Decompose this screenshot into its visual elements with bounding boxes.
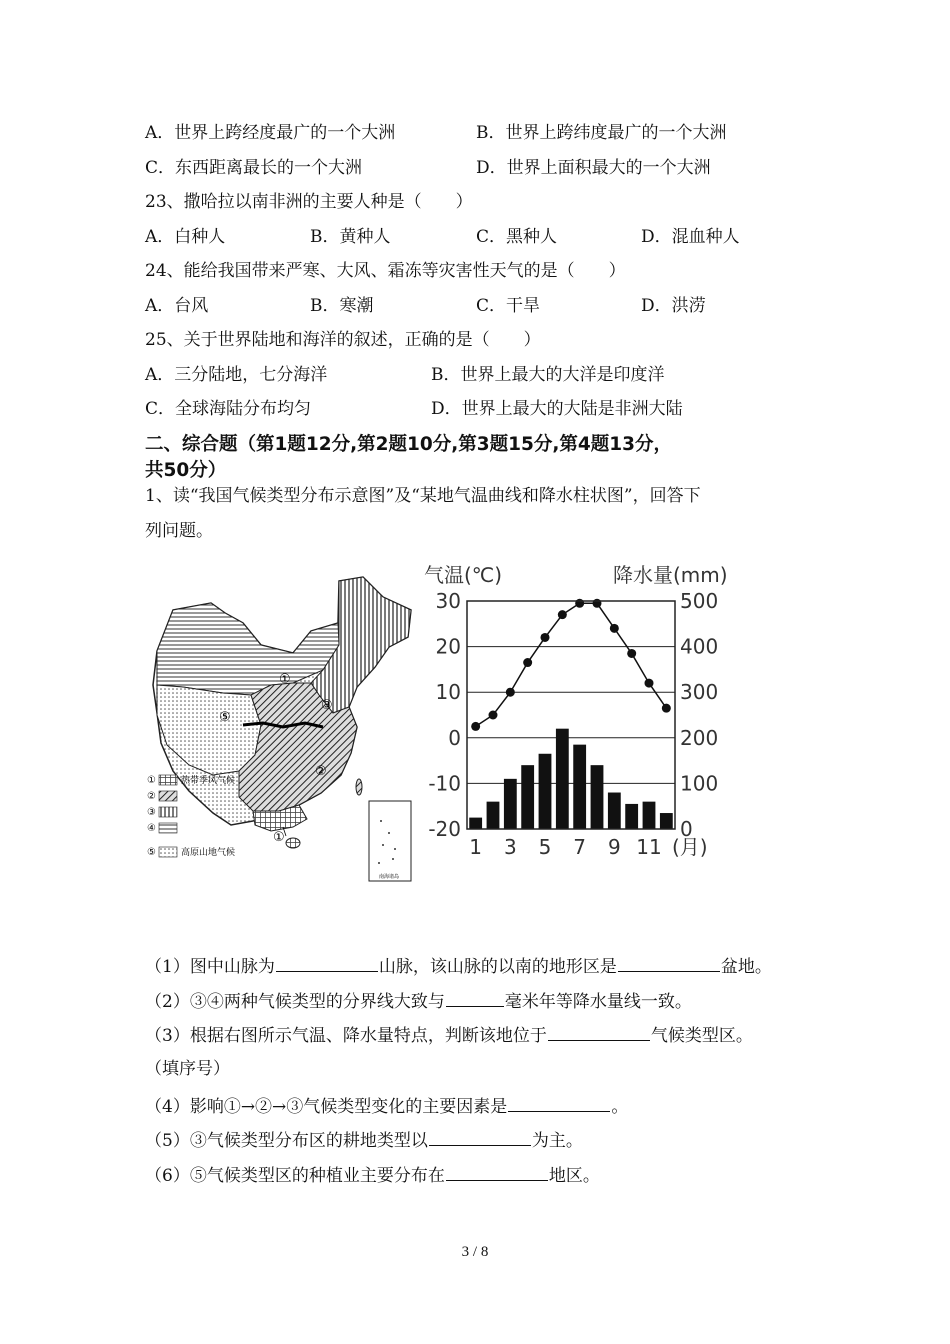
legend-swatch-1: [159, 775, 177, 785]
sub-question-1-part-a: （1）图中山脉为: [145, 957, 275, 977]
temp-point-month-9: [610, 624, 619, 633]
legend-swatch-4: [159, 823, 177, 833]
temp-point-month-6: [558, 610, 567, 619]
precip-tick-label: 400: [680, 634, 719, 659]
climate-chart: [420, 556, 750, 868]
sub-question-4-part-b: 。: [611, 1097, 629, 1117]
left-axis-label: 气温(℃): [424, 563, 503, 587]
q22-option-a: A．世界上跨经度最广的一个大洲: [145, 123, 396, 143]
precip-bar-month-3: [504, 779, 517, 829]
map-label-3: ③: [321, 698, 333, 713]
precip-bar-month-12: [660, 813, 673, 829]
q25-option-c: C．全球海陆分布均匀: [145, 399, 312, 419]
answer-blank-4[interactable]: [508, 1094, 610, 1112]
answer-blank-5[interactable]: [429, 1128, 531, 1146]
map-label-5: ⑤: [219, 710, 231, 725]
answer-blank-1b[interactable]: [618, 954, 720, 972]
temp-point-month-4: [523, 658, 532, 667]
month-tick-label: 1: [469, 835, 483, 859]
q1-stem-line1: 1、读“我国气候类型分布示意图”及“某地气温曲线和降水柱状图”，回答下: [145, 486, 701, 506]
temp-point-month-12: [662, 704, 671, 713]
precip-tick-label: 300: [680, 680, 719, 705]
month-tick-label: 5: [538, 835, 552, 859]
temp-point-month-10: [627, 649, 636, 658]
temp-point-month-8: [593, 599, 602, 608]
sub-question-3-part-b: 气候类型区。: [650, 1026, 753, 1046]
sub-question-1-part-b: 山脉，该山脉的以南的地形区是: [378, 957, 617, 977]
q23-stem: 23、撒哈拉以南非洲的主要人种是（ ）: [145, 192, 473, 212]
q25-option-b: B．世界上最大的大洋是印度洋: [431, 365, 665, 385]
precip-bar-month-1: [469, 818, 482, 829]
answer-blank-3[interactable]: [548, 1023, 650, 1041]
q24-option-c: C．干旱: [476, 296, 541, 316]
precip-tick-label: 500: [680, 589, 719, 613]
q23-option-c: C．黑种人: [476, 227, 558, 247]
q23-option-b: B．黄种人: [310, 227, 391, 247]
legend-swatch-2: [159, 791, 177, 801]
temp-tick-label: 20: [435, 634, 461, 659]
section-title-line2: 共50分）: [145, 460, 227, 481]
q24-stem: 24、能给我国带来严寒、大风、霜冻等灾害性天气的是（ ）: [145, 261, 626, 281]
q25-stem: 25、关于世界陆地和海洋的叙述，正确的是（ ）: [145, 330, 541, 350]
temp-point-month-3: [506, 688, 515, 697]
answer-blank-2[interactable]: [446, 989, 504, 1007]
legend-swatch-3: [159, 807, 177, 817]
precip-bar-month-10: [625, 804, 638, 829]
legend-text-1: 热带季风气候: [181, 776, 236, 786]
q24-option-d: D．洪涝: [641, 296, 706, 316]
month-tick-label: 7: [573, 835, 587, 859]
temp-tick-label: 10: [435, 680, 461, 705]
sub-question-3-note: （填序号）: [145, 1059, 230, 1079]
page-number: 3 / 8: [461, 1244, 489, 1260]
answer-blank-1a[interactable]: [276, 954, 378, 972]
sub-question-5-part-b: 为主。: [531, 1131, 583, 1151]
q25-option-a: A．三分陆地，七分海洋: [145, 365, 328, 385]
month-tick-label: 9: [607, 835, 621, 859]
sub-question-3-part-a: （3）根据右图所示气温、降水量特点，判断该地位于: [145, 1026, 547, 1046]
q22-option-d: D．世界上面积最大的一个大洲: [476, 158, 711, 178]
precip-tick-label: 200: [680, 725, 719, 750]
taiwan-island: [356, 779, 362, 795]
sub-question-2: [145, 989, 692, 1013]
precip-bar-month-6: [556, 729, 569, 829]
q24-option-b: B．寒潮: [310, 296, 374, 316]
sub-question-6-part-b: 地区。: [548, 1166, 600, 1186]
legend-text-5: 高原山地气候: [181, 848, 236, 858]
precip-bar-month-2: [487, 802, 500, 829]
right-axis-label: 降水量(mm): [613, 563, 728, 587]
q23-option-a: A．白种人: [145, 227, 226, 247]
china-climate-map: [143, 575, 425, 885]
legend-swatch-5: [159, 847, 177, 857]
sub-question-2-part-b: 毫米年等降水量线一致。: [504, 992, 692, 1012]
map-label-2: ②: [315, 764, 327, 779]
temperature-line: [476, 603, 667, 726]
answer-blank-6[interactable]: [446, 1163, 548, 1181]
q25-option-d: D．世界上最大的大陆是非洲大陆: [431, 399, 683, 419]
south-sea-inset: [369, 801, 411, 881]
q22-option-b: B．世界上跨纬度最广的一个大洲: [476, 123, 727, 143]
temp-point-month-5: [541, 633, 550, 642]
precip-bar-month-4: [521, 765, 534, 829]
temp-point-month-7: [575, 599, 584, 608]
sub-question-4: [145, 1094, 628, 1118]
legend-num-3: ③: [147, 807, 156, 818]
map-label-1-north: ①: [279, 672, 291, 687]
precip-bar-month-7: [573, 745, 586, 829]
sub-question-1-part-c: 盆地。: [720, 957, 772, 977]
precip-tick-label: 0: [680, 817, 693, 841]
sub-question-4-part-a: （4）影响①→②→③气候类型变化的主要因素是: [145, 1097, 508, 1117]
temp-tick-label: 30: [435, 589, 461, 613]
precip-tick-label: 100: [680, 771, 719, 796]
legend-num-5: ⑤: [147, 847, 156, 858]
sub-question-5: [145, 1128, 583, 1152]
sub-question-6: [145, 1163, 600, 1187]
precip-bar-month-5: [539, 754, 552, 829]
legend-num-4: ④: [147, 823, 156, 834]
sub-question-3: [145, 1023, 753, 1047]
x-unit-label: (月): [672, 835, 708, 859]
hainan-island: [286, 838, 300, 848]
month-tick-label: 11: [636, 835, 662, 859]
temp-point-month-11: [645, 679, 654, 688]
month-tick-label: 3: [503, 835, 517, 859]
sub-question-1: [145, 954, 772, 978]
map-label-1-south: ①: [273, 830, 285, 845]
plot-frame: [467, 601, 675, 829]
temp-tick-label: -10: [428, 771, 461, 796]
sub-question-5-part-a: （5）③气候类型分布区的耕地类型以: [145, 1131, 428, 1151]
inset-caption: 南海诸岛: [378, 874, 400, 880]
legend-num-2: ②: [147, 791, 156, 802]
precip-bar-month-11: [643, 802, 656, 829]
temp-point-month-2: [489, 711, 498, 720]
section-title-line1: 二、综合题（第1题12分,第2题10分,第3题15分,第4题13分，: [145, 434, 673, 455]
precip-bar-month-8: [591, 765, 604, 829]
q22-option-c: C．东西距离最长的一个大洲: [145, 158, 363, 178]
temp-tick-label: -20: [428, 817, 461, 841]
precip-bar-month-9: [608, 793, 621, 829]
temp-tick-label: 0: [448, 725, 461, 750]
sub-question-6-part-a: （6）⑤气候类型区的种植业主要分布在: [145, 1166, 445, 1186]
legend-num-1: ①: [147, 775, 156, 786]
sub-question-2-part-a: （2）③④两种气候类型的分界线大致与: [145, 992, 445, 1012]
q1-stem-line2: 列问题。: [145, 521, 213, 541]
q23-option-d: D．混血种人: [641, 227, 740, 247]
temp-point-month-1: [471, 722, 480, 731]
q24-option-a: A．台风: [145, 296, 209, 316]
